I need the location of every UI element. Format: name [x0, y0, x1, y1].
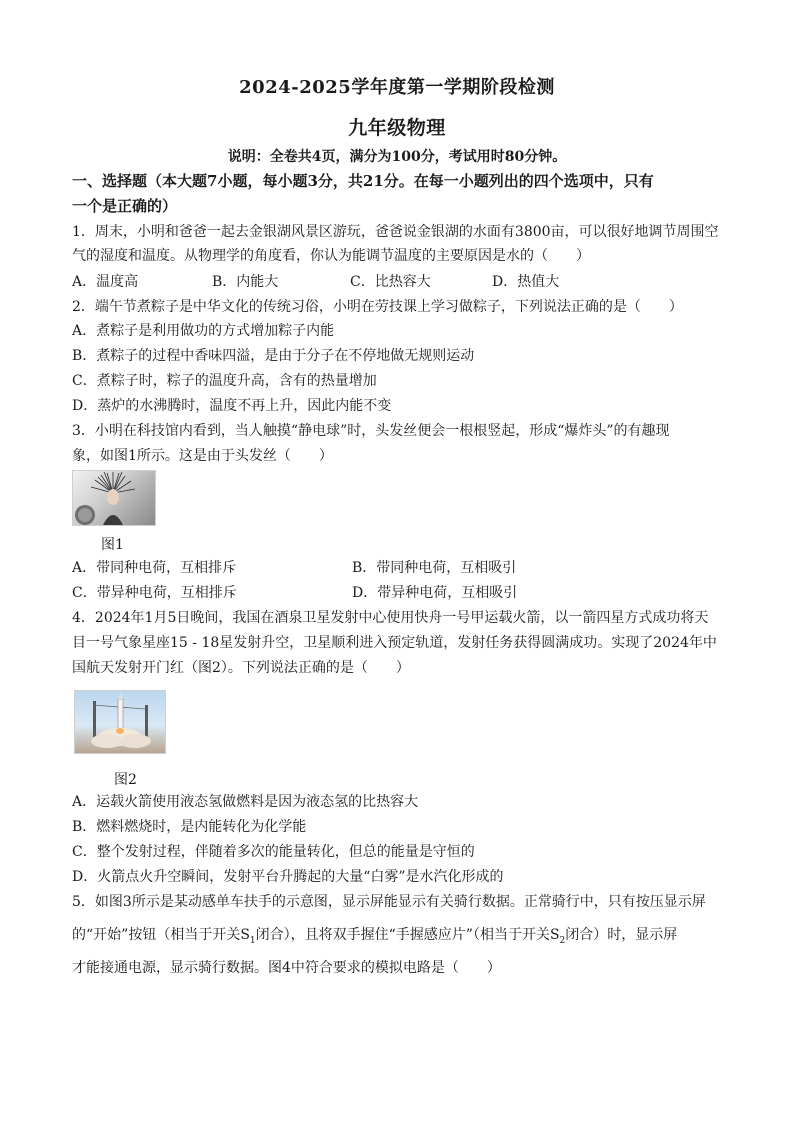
question-3-text-cont: 象，如图1所示。这是由于头发丝（ ） [72, 448, 333, 464]
question-5-text-cont [72, 925, 732, 951]
rocket-launch-photo-icon [75, 691, 165, 753]
q3-option-d: D．带异种电荷，互相吸引 [352, 585, 518, 601]
q3-option-c: C．带异种电荷，互相排斥 [72, 585, 237, 601]
exam-instructions: 说明：全卷共4页，满分为100分，考试用时80分钟。 [227, 149, 567, 165]
q1-option-a: A．温度高 [72, 274, 139, 290]
question-1-text: 1．周末，小明和爸爸一起去金银湖风景区游玩，爸爸说金银湖的水面有3800亩，可以很好地调节周围空 [72, 224, 719, 240]
q1-option-c: C．比热容大 [350, 274, 431, 290]
q1-option-b: B．内能大 [212, 274, 279, 290]
q4-option-c: C．整个发射过程，伴随着多次的能量转化，但总的能量是守恒的 [72, 844, 475, 860]
question-5-text-cont2: 才能接通电源，显示骑行数据。图4中符合要求的模拟电路是（ ） [72, 960, 501, 976]
switch-s2-subscript: 2 [559, 935, 566, 946]
q5-line2-part-b: 闭合），且将双手握住“手握感应片”（相当于开关S [255, 927, 560, 943]
figure-2-caption: 图2 [114, 772, 137, 788]
question-3-text: 3．小明在科技馆内看到，当人触摸“静电球”时，头发丝便会一根根竖起，形成“爆炸头”的有趣现 [72, 423, 670, 439]
exam-subtitle: 九年级物理 [348, 117, 446, 139]
question-4-text-cont2: 国航天发射开门红（图2）。下列说法正确的是（ ） [72, 660, 410, 676]
question-4-text-cont: 目一号气象星座15 - 18星发射升空，卫星顺利进入预定轨道，发射任务获得圆满成功。实现了2024年中 [72, 635, 717, 651]
q5-line2-part-c: 闭合）时，显示屏 [565, 927, 678, 943]
q2-option-b: B．煮粽子的过程中香味四溢，是由于分子在不停地做无规则运动 [72, 348, 475, 364]
section-heading: 一、选择题（本大题7小题，每小题3分，共21分。在每一小题列出的四个选项中，只有 [72, 172, 654, 190]
question-1-text-cont: 气的湿度和温度。从物理学的角度看，你认为能调节温度的主要原因是水的（ ） [72, 248, 590, 264]
switch-s1-subscript: 1 [249, 935, 256, 946]
static-electricity-photo-icon [73, 471, 155, 525]
q2-option-a: A．煮粽子是利用做功的方式增加粽子内能 [72, 323, 335, 339]
figure-1-image [72, 470, 156, 526]
question-5-text: 5．如图3所示是某动感单车扶手的示意图，显示屏能显示有关骑行数据。正常骑行中，只有按压显示屏 [72, 894, 706, 910]
figure-2-image [74, 690, 166, 754]
q3-option-a: A．带同种电荷，互相排斥 [72, 560, 237, 576]
q1-option-d: D．热值大 [492, 274, 560, 290]
exam-title: 2024-2025学年度第一学期阶段检测 [239, 77, 555, 98]
q3-option-b: B．带同种电荷，互相吸引 [352, 560, 517, 576]
question-4-text: 4．2024年1月5日晚间，我国在酒泉卫星发射中心使用快舟一号甲运载火箭，以一箭四星方式成功将天 [72, 610, 709, 626]
figure-1-caption: 图1 [101, 537, 124, 553]
q4-option-a: A．运载火箭使用液态氢做燃料是因为液态氢的比热容大 [72, 794, 419, 810]
question-2-text: 2．端午节煮粽子是中华文化的传统习俗，小明在劳技课上学习做粽子，下列说法正确的是（ ） [72, 299, 683, 315]
q2-option-d: D．蒸炉的水沸腾时，温度不再上升，因此内能不变 [72, 398, 392, 414]
q4-option-d: D．火箭点火升空瞬间，发射平台升腾起的大量“白雾”是水汽化形成的 [72, 869, 504, 885]
q4-option-b: B．燃料燃烧时，是内能转化为化学能 [72, 819, 307, 835]
q5-line2-part-a: 的“开始”按钮（相当于开关S [72, 927, 250, 943]
q2-option-c: C．煮粽子时，粽子的温度升高，含有的热量增加 [72, 373, 377, 389]
section-heading-cont: 一个是正确的） [72, 197, 178, 215]
